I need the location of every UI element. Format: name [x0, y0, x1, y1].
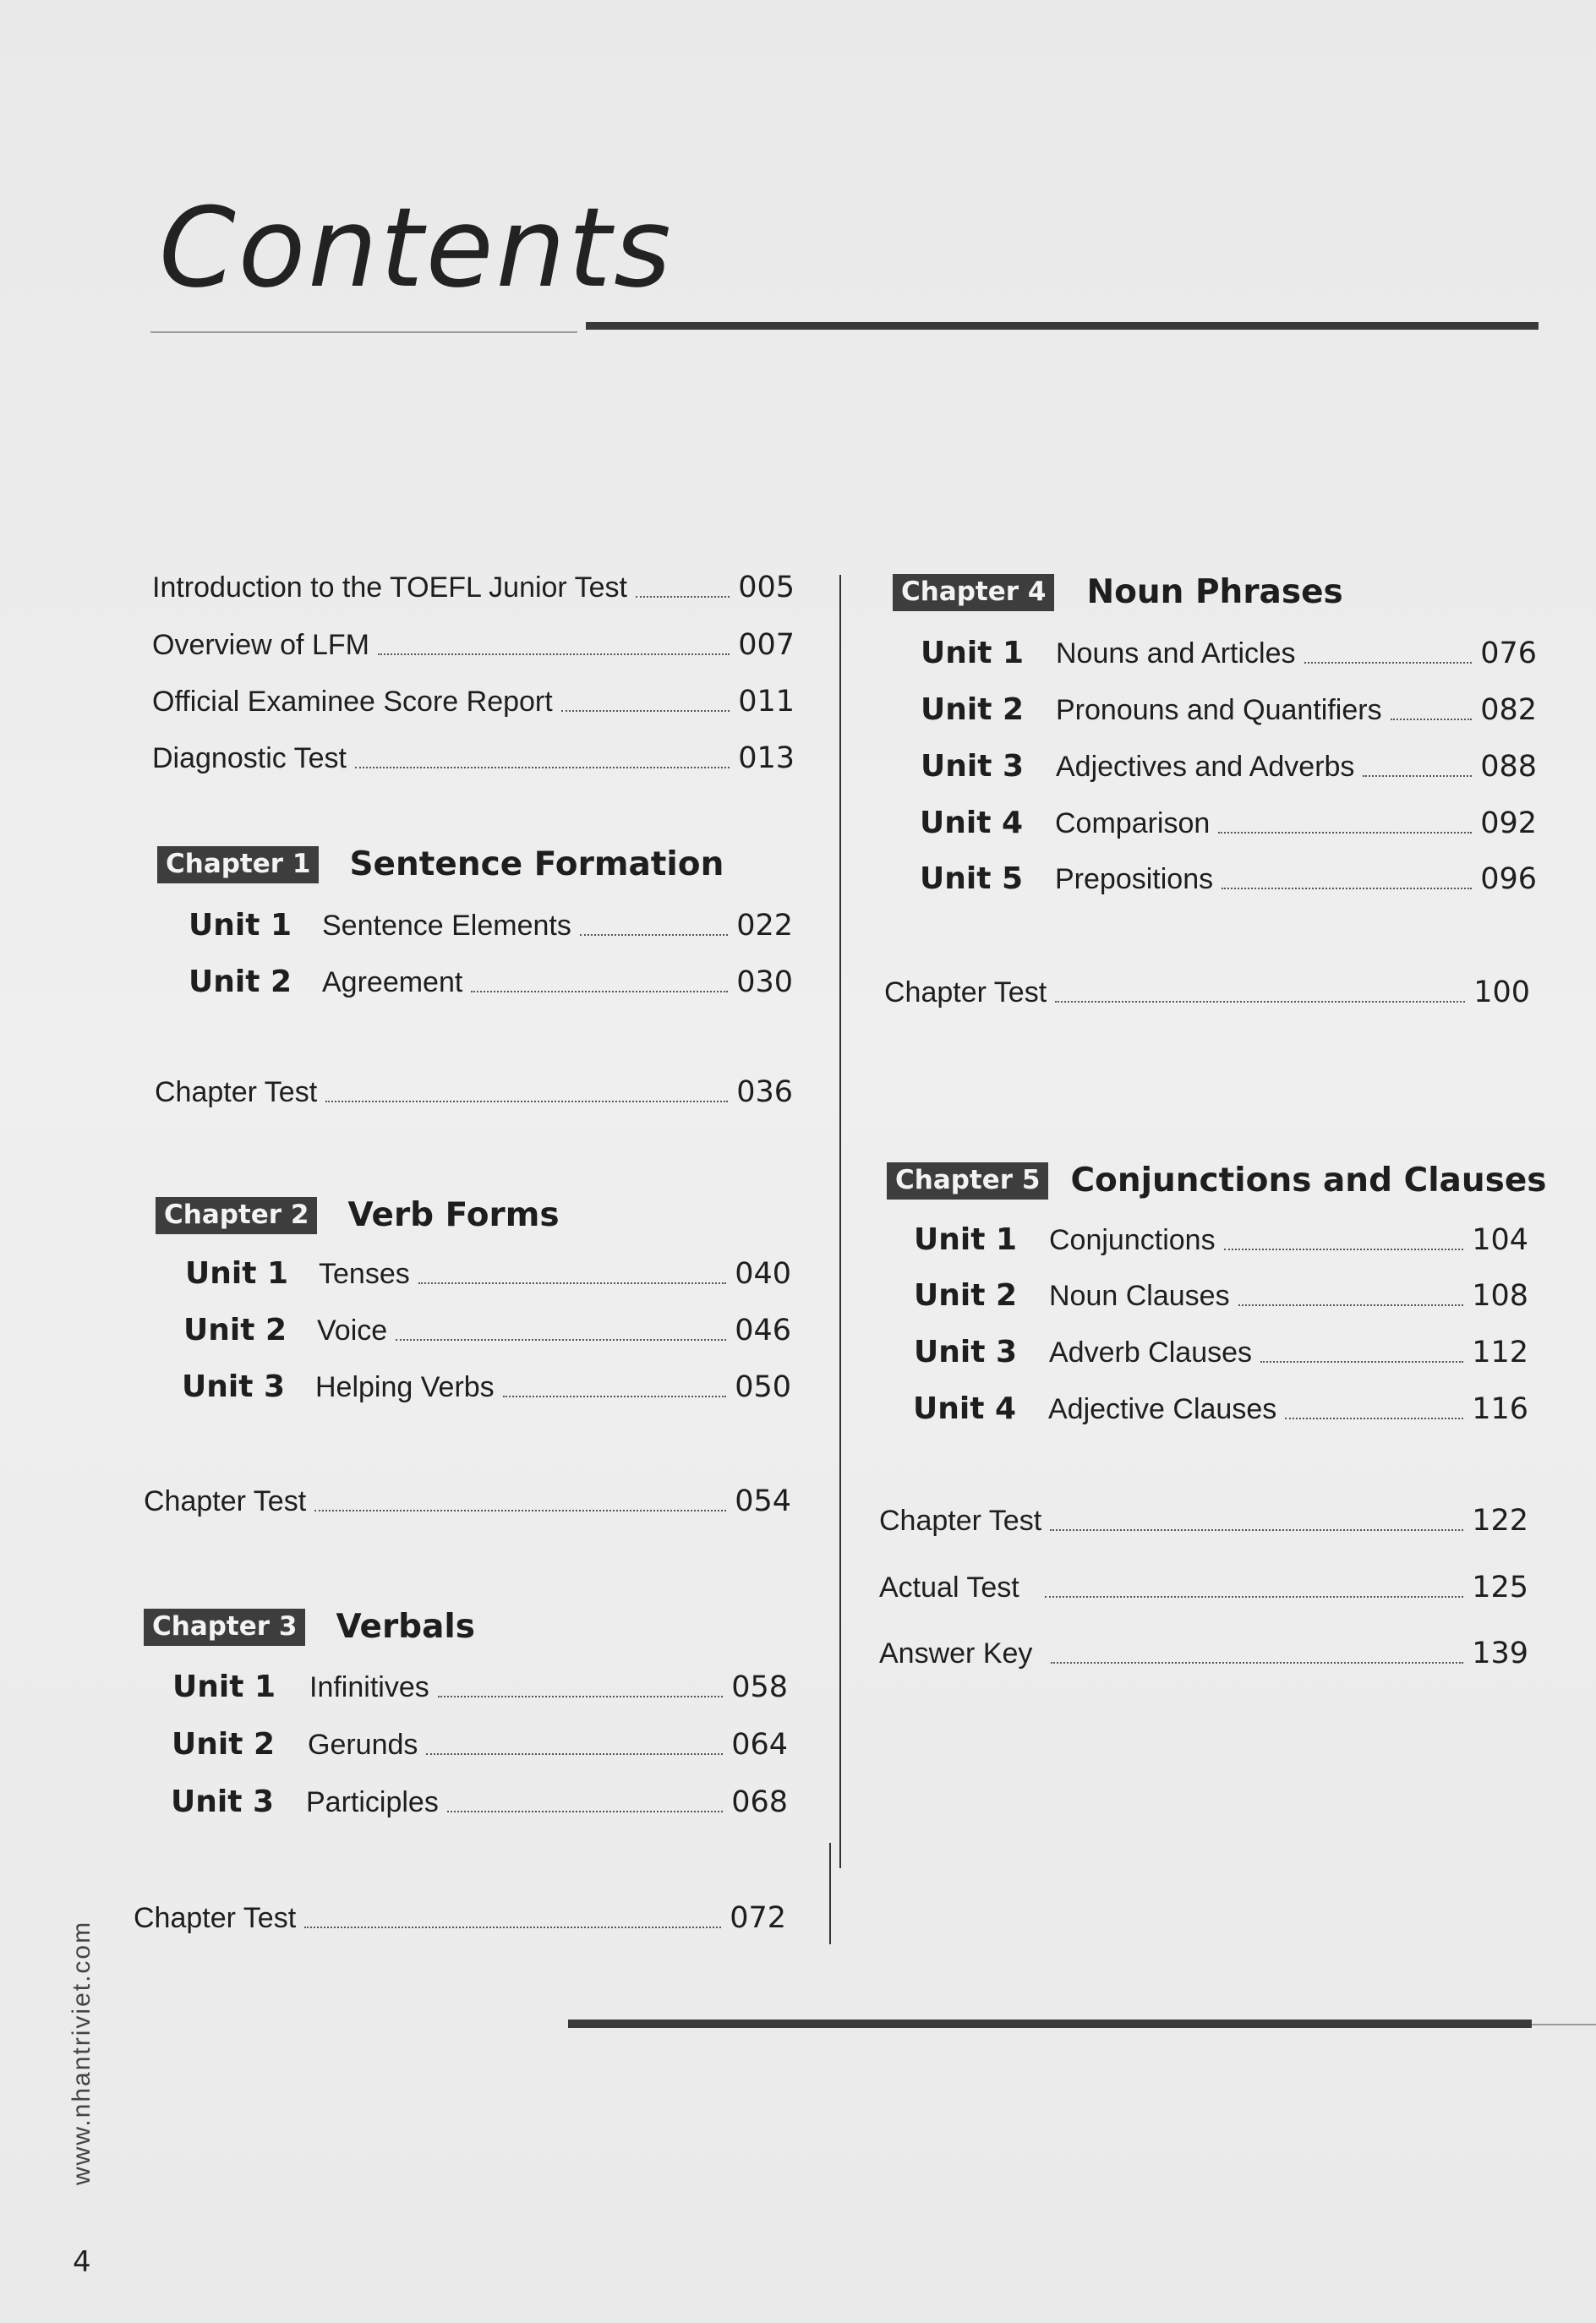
- toc-entry-unit[interactable]: [913, 1391, 1528, 1426]
- toc-entry-page: 046: [735, 1314, 791, 1347]
- dot-leader: [1260, 1361, 1463, 1363]
- toc-entry-label: Chapter Test: [155, 1076, 318, 1108]
- chapter-2-heading[interactable]: [156, 1196, 560, 1234]
- chapter-title: Conjunctions and Clauses: [1070, 1162, 1547, 1200]
- toc-entry-unit[interactable]: [921, 636, 1537, 670]
- dot-leader: [325, 1101, 728, 1102]
- dot-leader: [1055, 1001, 1465, 1003]
- dot-leader: [1045, 1596, 1464, 1598]
- toc-entry-unit[interactable]: [920, 861, 1537, 896]
- dot-leader: [378, 653, 730, 655]
- toc-entry-unit[interactable]: [189, 908, 793, 943]
- toc-entry-chapter-test[interactable]: [879, 1504, 1528, 1538]
- toc-entry-label: Tenses: [319, 1258, 410, 1290]
- toc-entry-page: 088: [1480, 750, 1537, 784]
- toc-entry-label: Voice: [317, 1315, 388, 1347]
- unit-label: Unit 2: [183, 1313, 287, 1347]
- chapter-badge: Chapter 5: [887, 1162, 1048, 1200]
- toc-entry-label: Noun Clauses: [1049, 1280, 1230, 1312]
- toc-entry-page: 100: [1473, 976, 1530, 1009]
- toc-entry-unit[interactable]: [921, 692, 1537, 727]
- title-underline-thin: [150, 331, 577, 333]
- toc-entry-label: Overview of LFM: [152, 629, 369, 661]
- title-underline-thick: [586, 322, 1539, 330]
- chapter-badge: Chapter 3: [144, 1609, 305, 1646]
- toc-entry-label: Diagnostic Test: [152, 742, 347, 774]
- toc-entry-label: Prepositions: [1055, 863, 1214, 895]
- toc-entry-overview[interactable]: [152, 628, 795, 662]
- column-divider-lower: [829, 1843, 831, 1944]
- toc-entry-page: 005: [738, 571, 795, 604]
- dot-leader: [1218, 832, 1472, 834]
- dot-leader: [355, 767, 730, 768]
- unit-label: Unit 1: [185, 1256, 288, 1291]
- dot-leader: [1363, 775, 1472, 777]
- unit-label: Unit 4: [920, 806, 1023, 840]
- toc-entry-label: Answer Key: [879, 1637, 1033, 1670]
- toc-entry-label: Chapter Test: [879, 1505, 1042, 1537]
- toc-entry-label: Adjectives and Adverbs: [1056, 751, 1355, 783]
- toc-entry-page: 036: [736, 1075, 793, 1109]
- unit-label: Unit 2: [914, 1278, 1017, 1313]
- chapter-3-heading[interactable]: [144, 1608, 475, 1646]
- unit-label: Unit 3: [914, 1335, 1017, 1369]
- column-divider: [839, 575, 841, 1868]
- toc-entry-unit[interactable]: [172, 1670, 788, 1704]
- toc-entry-unit[interactable]: [914, 1278, 1528, 1313]
- toc-entry-label: Helping Verbs: [315, 1371, 495, 1403]
- page-number: 4: [73, 2245, 91, 2279]
- toc-entry-page: 076: [1480, 637, 1537, 670]
- toc-entry-page: 007: [738, 628, 795, 662]
- toc-entry-label: Agreement: [322, 966, 463, 998]
- toc-entry-label: Adjective Clauses: [1048, 1393, 1277, 1425]
- dot-leader: [418, 1282, 726, 1284]
- toc-entry-label: Nouns and Articles: [1056, 637, 1296, 670]
- toc-entry-page: 125: [1472, 1571, 1528, 1604]
- toc-entry-chapter-test[interactable]: [155, 1075, 793, 1109]
- chapter-title: Verb Forms: [347, 1196, 560, 1234]
- bottom-rule-thin: [1532, 2024, 1596, 2025]
- toc-entry-page: 050: [735, 1370, 791, 1404]
- toc-entry-page: 030: [736, 965, 793, 999]
- unit-label: Unit 4: [913, 1391, 1016, 1426]
- dot-leader: [561, 710, 730, 712]
- toc-entry-label: Adverb Clauses: [1049, 1336, 1253, 1369]
- unit-label: Unit 3: [182, 1369, 285, 1404]
- toc-entry-label: Sentence Elements: [322, 910, 571, 942]
- toc-entry-chapter-test[interactable]: [144, 1484, 791, 1518]
- toc-entry-label: Introduction to the TOEFL Junior Test: [152, 571, 627, 604]
- toc-entry-label: Participles: [306, 1786, 439, 1818]
- toc-entry-unit[interactable]: [921, 749, 1537, 784]
- toc-entry-unit[interactable]: [189, 965, 793, 999]
- chapter-badge: Chapter 4: [893, 574, 1054, 611]
- unit-label: Unit 2: [189, 965, 292, 999]
- toc-entry-label: Chapter Test: [144, 1485, 307, 1517]
- toc-entry-page: 112: [1472, 1336, 1528, 1369]
- toc-entry-chapter-test[interactable]: [884, 976, 1530, 1009]
- unit-label: Unit 2: [172, 1727, 275, 1762]
- toc-entry-unit[interactable]: [920, 806, 1537, 840]
- unit-label: Unit 1: [921, 636, 1024, 670]
- toc-entry-label: Gerunds: [308, 1729, 418, 1761]
- dot-leader: [426, 1753, 723, 1755]
- bottom-rule: [568, 2020, 1532, 2028]
- toc-entry-label: Infinitives: [309, 1671, 429, 1703]
- unit-label: Unit 1: [172, 1670, 276, 1704]
- toc-entry-page: 022: [736, 909, 793, 943]
- dot-leader: [1051, 1662, 1463, 1664]
- toc-entry-label: Chapter Test: [134, 1902, 297, 1934]
- dot-leader: [314, 1510, 726, 1511]
- toc-entry-page: 072: [730, 1901, 786, 1935]
- dot-leader: [447, 1811, 723, 1812]
- toc-entry-unit[interactable]: [171, 1785, 788, 1819]
- toc-entry-score-report[interactable]: [152, 685, 795, 719]
- chapter-5-heading[interactable]: [887, 1162, 1547, 1200]
- dot-leader: [1285, 1418, 1463, 1419]
- chapter-title: Noun Phrases: [1086, 573, 1343, 611]
- toc-entry-page: 054: [735, 1484, 791, 1518]
- toc-entry-unit[interactable]: [182, 1369, 791, 1404]
- toc-entry-page: 108: [1472, 1279, 1528, 1313]
- toc-entry-introduction[interactable]: [152, 571, 795, 604]
- unit-label: Unit 2: [921, 692, 1024, 727]
- dot-leader: [1050, 1529, 1463, 1531]
- toc-entry-page: 104: [1472, 1223, 1528, 1257]
- unit-label: Unit 5: [920, 861, 1023, 896]
- dot-leader: [304, 1927, 721, 1928]
- chapter-1-heading[interactable]: [157, 845, 724, 883]
- toc-entry-unit[interactable]: [172, 1727, 788, 1762]
- toc-entry-page: 068: [731, 1785, 788, 1819]
- toc-entry-label: Comparison: [1055, 807, 1211, 839]
- chapter-badge: Chapter 2: [156, 1197, 317, 1234]
- dot-leader: [438, 1696, 723, 1697]
- toc-entry-page: 013: [738, 741, 795, 775]
- toc-entry-actual-test[interactable]: [879, 1571, 1528, 1604]
- toc-entry-unit[interactable]: [185, 1256, 791, 1291]
- toc-entry-unit[interactable]: [914, 1335, 1528, 1369]
- toc-entry-page: 116: [1472, 1392, 1528, 1426]
- chapter-badge: Chapter 1: [157, 846, 319, 883]
- dot-leader: [636, 596, 730, 598]
- toc-entry-page: 139: [1472, 1637, 1528, 1670]
- toc-entry-page: 096: [1480, 862, 1537, 896]
- toc-entry-page: 092: [1480, 806, 1537, 840]
- toc-entry-label: Pronouns and Quantifiers: [1056, 694, 1382, 726]
- toc-entry-diagnostic-test[interactable]: [152, 741, 795, 775]
- toc-entry-page: 040: [735, 1257, 791, 1291]
- unit-label: Unit 3: [921, 749, 1024, 784]
- dot-leader: [503, 1396, 727, 1397]
- dot-leader: [1224, 1249, 1464, 1250]
- toc-entry-unit[interactable]: [183, 1313, 791, 1347]
- toc-entry-chapter-test[interactable]: [134, 1901, 786, 1935]
- toc-entry-page: 122: [1472, 1504, 1528, 1538]
- watermark-url: www.nhantriviet.com: [68, 1920, 96, 2185]
- dot-leader: [396, 1339, 726, 1341]
- dot-leader: [1238, 1304, 1464, 1306]
- dot-leader: [580, 934, 728, 936]
- unit-label: Unit 3: [171, 1785, 274, 1819]
- page-title: Contents: [159, 183, 674, 312]
- toc-entry-label: Actual Test: [879, 1571, 1019, 1604]
- chapter-title: Sentence Formation: [349, 845, 724, 883]
- toc-entry-label: Conjunctions: [1049, 1224, 1216, 1256]
- toc-entry-page: 011: [738, 685, 795, 719]
- dot-leader: [1304, 662, 1473, 664]
- toc-entry-answer-key[interactable]: [879, 1637, 1528, 1670]
- dot-leader: [471, 991, 728, 992]
- toc-entry-page: 064: [731, 1728, 788, 1762]
- toc-entry-label: Chapter Test: [884, 976, 1047, 1008]
- toc-entry-unit[interactable]: [914, 1222, 1528, 1257]
- unit-label: Unit 1: [914, 1222, 1017, 1257]
- dot-leader: [1391, 719, 1473, 720]
- chapter-4-heading[interactable]: [893, 573, 1343, 611]
- toc-entry-label: Official Examinee Score Report: [152, 686, 553, 718]
- toc-entry-page: 082: [1480, 693, 1537, 727]
- unit-label: Unit 1: [189, 908, 292, 943]
- dot-leader: [1222, 888, 1472, 889]
- toc-entry-page: 058: [731, 1670, 788, 1704]
- chapter-title: Verbals: [336, 1608, 475, 1646]
